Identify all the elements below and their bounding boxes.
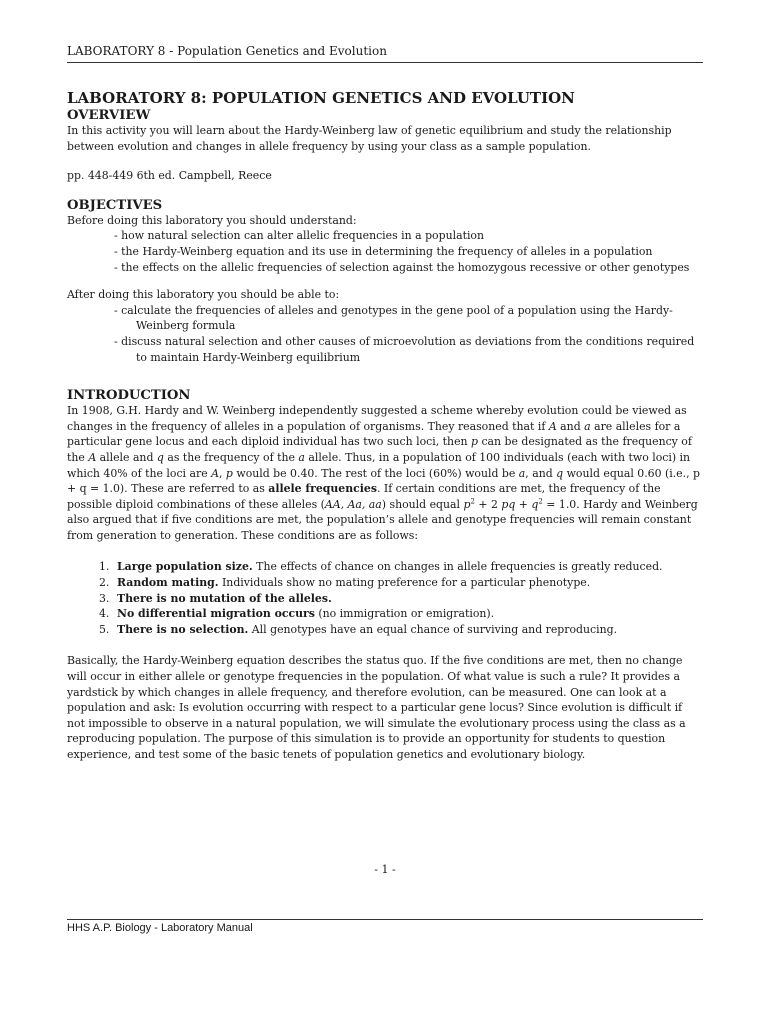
overview-heading: OVERVIEW (67, 108, 151, 123)
objectives-heading: OBJECTIVES (67, 197, 163, 213)
introduction-paragraph-2: Basically, the Hardy-Weinberg equation describes the status quo. If the five conditions are met, then no change will occur in either allele or genotype frequencies in the population. Of what value is such a rule? It provides a yardstick by which changes in allele frequency, and therefore evolution, can be measured. One can look at a population and ask: Is evolution occurring with respect to a particular gene locus? Since evolution is difficult if not impossible to observe in a natural population, we will simulate the evolutionary process using the class as a reproducing population. The purpose of this simulation is to provide an opportunity for students to question experience, and test some of the basic tenets of population genetics and evolutionary biology. (67, 654, 686, 761)
introduction-heading: INTRODUCTION (67, 388, 191, 404)
list-item: - the effects on the allelic frequencies of selection against the homozygous recessive or other genotypes (114, 260, 690, 274)
header-rule (67, 62, 703, 63)
list-item: - the Hardy-Weinberg equation and its use in determining the frequency of alleles in a population (114, 244, 653, 258)
list-item-continuation: Weinberg formula (136, 319, 236, 333)
list-item: 5. There is no selection. All genotypes have an equal chance of surviving and reproducing. (99, 622, 618, 636)
overview-reference: pp. 448-449 6th ed. Campbell, Reece (67, 169, 272, 183)
document-title: LABORATORY 8: POPULATION GENETICS AND EVOLUTION (67, 89, 575, 107)
running-footer: HHS A.P. Biology - Laboratory Manual (67, 922, 253, 934)
list-item (67, 303, 703, 334)
list-item: - how natural selection can alter allelic frequencies in a population (114, 229, 484, 243)
list-item-line: - discuss natural selection and other causes of microevolution as deviations from the conditions required (114, 334, 695, 348)
list-item: 4. No differential migration occurs (no immigration or emigration). (99, 607, 495, 621)
list-item-continuation: to maintain Hardy-Weinberg equilibrium (136, 350, 361, 364)
list-item: 1. Large population size. The effects of chance on changes in allele frequencies is greatly reduced. (99, 560, 663, 574)
footer-rule (67, 919, 703, 920)
objectives-before-list (67, 228, 703, 275)
allele-frequencies-term: allele frequencies (268, 482, 377, 496)
objectives-after-intro: After doing this laboratory you should be able to: (67, 288, 340, 302)
running-header: LABORATORY 8 - Population Genetics and Evolution (67, 44, 387, 58)
list-item (67, 334, 703, 365)
objectives-before-intro: Before doing this laboratory you should understand: (67, 213, 357, 227)
document-page (67, 0, 703, 1024)
overview-text: In this activity you will learn about the Hardy-Weinberg law of genetic equilibrium and study the relationship between evolution and changes in allele frequency by using your class as a sample population. (67, 124, 672, 153)
introduction-paragraph-1: In 1908, G.H. Hardy and W. Weinberg independently suggested a scheme whereby evolution could be viewed as changes in the frequency of alleles in a population of organisms. They reasoned that if A and a are alleles for a particular gene locus and each diploid individual has two such loci, then p can be designated as the frequency of the A allele and q as the frequency of the a allele. Thus, in a population of 100 individuals (each with two loci) in which 40% of the loci are A, p would be 0.40. The rest of the loci (60%) would be a, and q would equal 0.60 (i.e., p + q = 1.0). These are referred to as allele frequencies. If certain conditions are met, the frequency of the possible diploid combinations of these alleles (AA, Aa, aa) should equal $p^2 + 2$ pq + $q^2 = 1.0$. Hardy and Weinberg also argued that if five conditions are met, the population’s allele and genotype frequencies will remain constant from generation to generation. These conditions are as follows: (67, 404, 700, 542)
list-item-line: - calculate the frequencies of alleles and genotypes in the gene pool of a population using the Hardy- (114, 303, 673, 317)
page-content (67, 88, 703, 763)
page-number: - 1 - (374, 863, 396, 876)
objectives-after-list (67, 303, 703, 365)
list-item: 3. There is no mutation of the alleles. (99, 591, 332, 605)
conditions-list (67, 559, 703, 637)
list-item: 2. Random mating. Individuals show no mating preference for a particular phenotype. (99, 576, 591, 590)
